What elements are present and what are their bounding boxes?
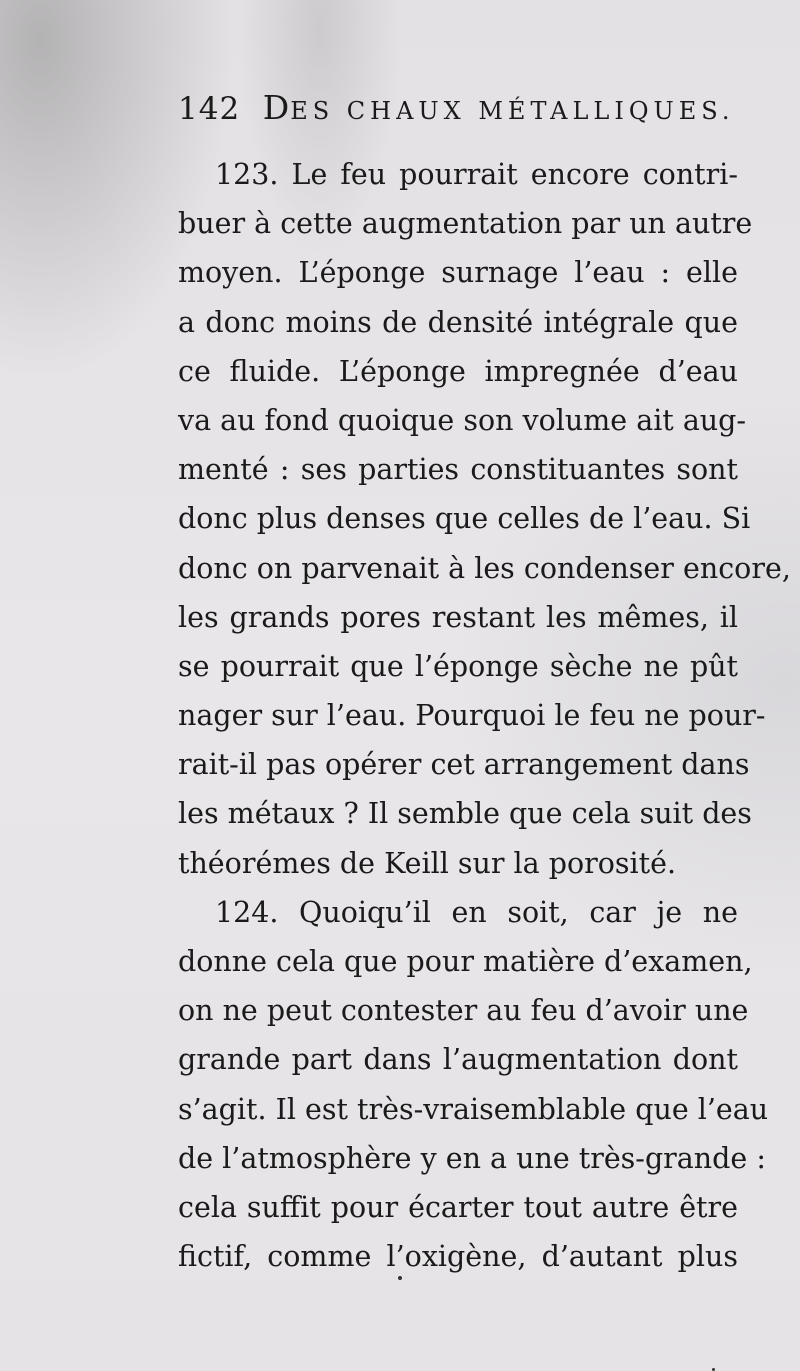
text-line: se pourrait que l’éponge sèche ne pût <box>178 649 738 683</box>
page-number: 142 <box>178 91 241 127</box>
text-line: 123. Le feu pourrait encore contri- <box>215 158 738 191</box>
text-line: donne cela que pour matière d’examen, <box>178 945 753 978</box>
text-line: fictif, comme l’oxigène, d’autant plus <box>178 1240 738 1274</box>
text-line: grande part dans l’augmentation dont <box>178 1043 738 1077</box>
paper-speck <box>398 1276 402 1280</box>
text-line: buer à cette augmentation par un autre <box>178 207 753 241</box>
text-line: donc on parvenait à les condenser encore, <box>178 551 791 585</box>
paragraph-124 <box>178 888 769 1282</box>
text-line: a donc moins de densité intégrale que <box>178 305 738 339</box>
text-line: nager sur l’eau. Pourquoi le feu ne pour- <box>178 699 766 733</box>
running-title-initial: D <box>262 88 291 127</box>
running-title: ES CHAUX MÉTALLIQUES. <box>290 97 735 125</box>
text-line: moyen. L’éponge surnage l’eau : elle <box>178 256 738 290</box>
text-line: les grands pores restant les mêmes, il <box>178 600 738 634</box>
text-line: théorémes de Keill sur la porosité. <box>178 846 676 880</box>
text-line: menté : ses parties constituantes sont <box>178 453 738 487</box>
paragraph-123 <box>178 150 791 888</box>
text-line: les métaux ? Il semble que cela suit des <box>178 797 752 831</box>
text-line: cela suffit pour écarter tout autre être <box>178 1190 738 1224</box>
text-line: va au fond quoique son volume ait aug- <box>178 403 747 437</box>
text-line: donc plus denses que celles de l’eau. Si <box>178 502 751 536</box>
body-text <box>178 150 791 1281</box>
text-line: s’agit. Il est très-vraisemblable que l’eau <box>178 1092 769 1126</box>
text-line: 124. Quoiqu’il en soit, car je ne <box>215 895 738 929</box>
text-line: on ne peut contester au feu d’avoir une <box>178 994 749 1028</box>
text-line: rait-il pas opérer cet arrangement dans <box>178 748 750 782</box>
text-line: de l’atmosphère y en a une très-grande : <box>178 1141 766 1175</box>
running-header <box>178 88 768 128</box>
text-line: ce fluide. L’éponge impregnée d’eau <box>178 354 738 388</box>
